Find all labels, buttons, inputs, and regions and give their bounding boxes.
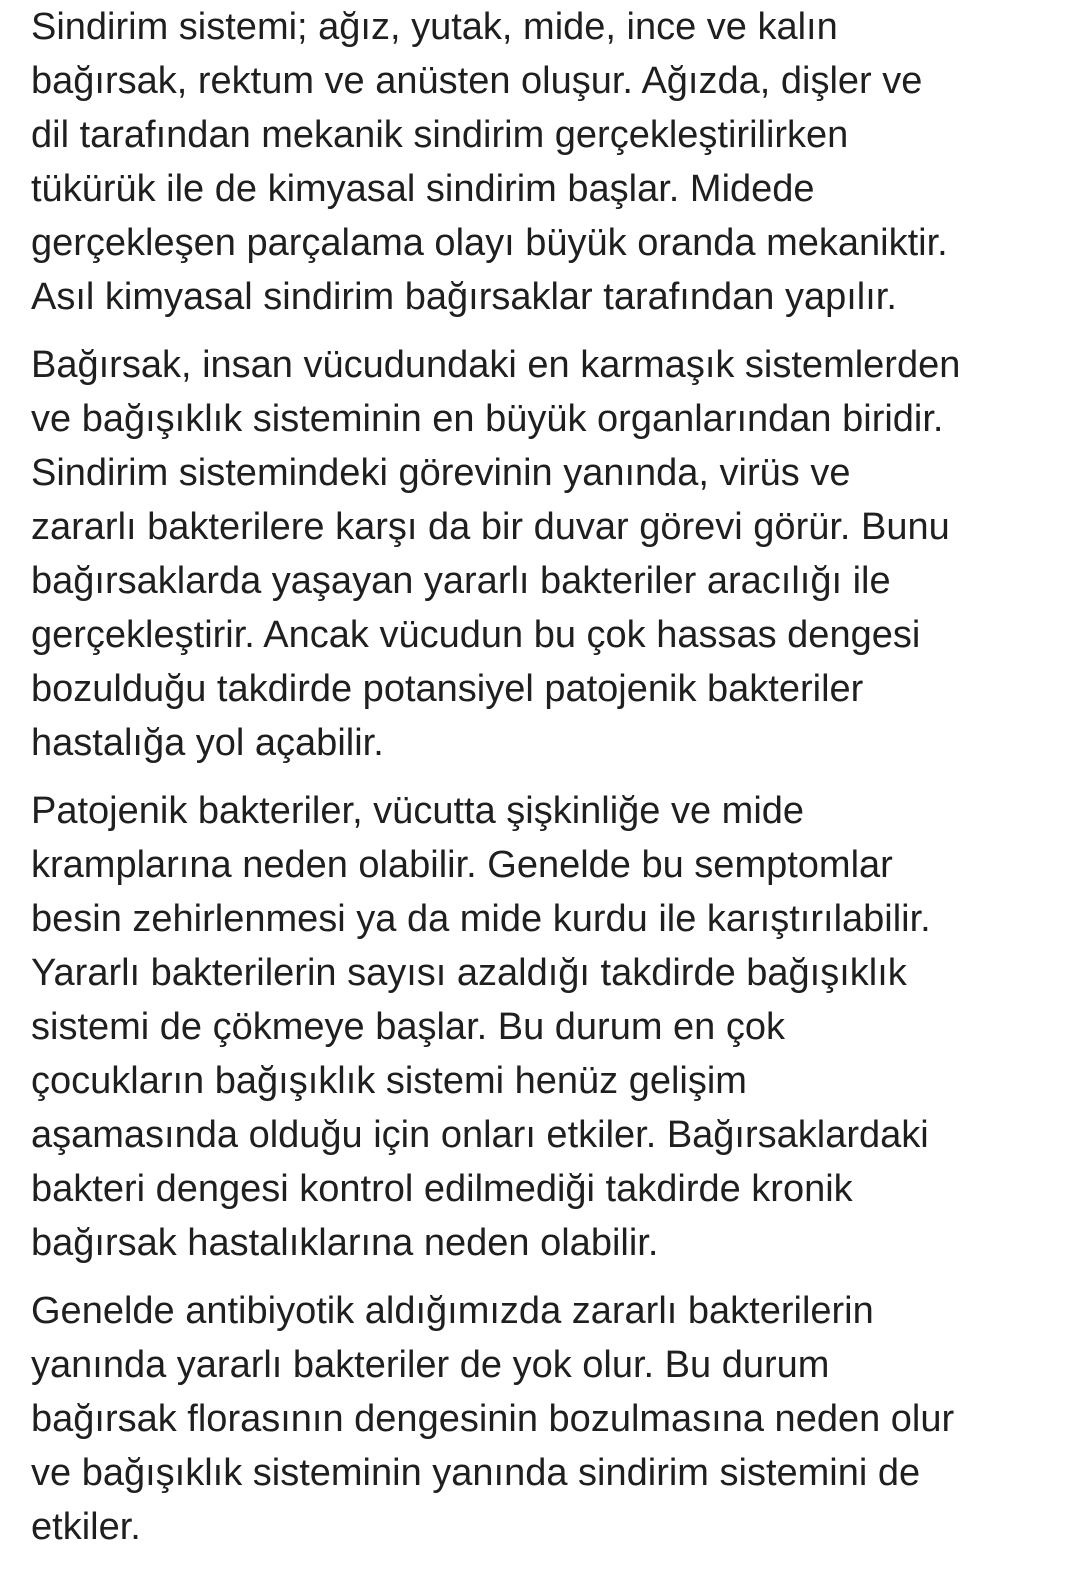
paragraph-digestive-system — [31, 0, 948, 324]
text-line: bağırsak, rektum ve anüsten oluşur. Ağızda, dişler ve — [31, 60, 923, 102]
text-line: bozulduğu takdirde potansiyel patojenik bakteriler — [31, 668, 864, 710]
text-line: etkiler. — [31, 1506, 141, 1548]
paragraph-antibiotics — [31, 1284, 954, 1554]
text-line: bakteri dengesi kontrol edilmediği takdirde kronik — [31, 1168, 853, 1210]
text-line: zararlı bakterilere karşı da bir duvar görevi görür. Bunu — [31, 506, 950, 548]
text-line: Sindirim sistemi; ağız, yutak, mide, ince ve kalın — [31, 6, 838, 48]
text-line: bağırsak hastalıklarına neden olabilir. — [31, 1222, 659, 1264]
text-line: gerçekleşen parçalama olayı büyük oranda mekaniktir. — [31, 222, 948, 264]
text-line: tükürük ile de kimyasal sindirim başlar. Midede — [31, 168, 815, 210]
paragraph-pathogenic-bacteria — [31, 784, 931, 1270]
text-line: hastalığa yol açabilir. — [31, 722, 384, 764]
text-line: sistemi de çökmeye başlar. Bu durum en çok — [31, 1006, 786, 1048]
text-line: dil tarafından mekanik sindirim gerçekleştirilirken — [31, 114, 849, 156]
text-line: besin zehirlenmesi ya da mide kurdu ile karıştırılabilir. — [31, 898, 931, 940]
text-line: Yararlı bakterilerin sayısı azaldığı takdirde bağışıklık — [31, 952, 907, 994]
text-line: aşamasında olduğu için onları etkiler. Bağırsaklardaki — [31, 1114, 929, 1156]
text-line: bağırsak florasının dengesinin bozulmasına neden olur — [31, 1398, 955, 1440]
paragraph-intestine-immunity — [31, 338, 960, 770]
text-line: çocukların bağışıklık sistemi henüz gelişim — [31, 1060, 747, 1102]
text-line: bağırsaklarda yaşayan yararlı bakteriler aracılığı ile — [31, 560, 891, 602]
text-line: Sindirim sistemindeki görevinin yanında, virüs ve — [31, 452, 851, 494]
text-line: ve bağışıklık sisteminin en büyük organlarından biridir. — [31, 398, 944, 440]
text-line: Asıl kimyasal sindirim bağırsaklar tarafından yapılır. — [31, 276, 897, 318]
text-line: Genelde antibiyotik aldığımızda zararlı bakterilerin — [31, 1290, 874, 1332]
text-line: gerçekleştirir. Ancak vücudun bu çok hassas dengesi — [31, 614, 921, 656]
text-line: kramplarına neden olabilir. Genelde bu semptomlar — [31, 844, 893, 886]
text-line: yanında yararlı bakteriler de yok olur. Bu durum — [31, 1344, 830, 1386]
text-line: Bağırsak, insan vücudundaki en karmaşık sistemlerden — [31, 344, 961, 386]
text-line: ve bağışıklık sisteminin yanında sindirim sistemini de — [31, 1452, 921, 1494]
text-line: Patojenik bakteriler, vücutta şişkinliğe ve mide — [31, 790, 805, 832]
